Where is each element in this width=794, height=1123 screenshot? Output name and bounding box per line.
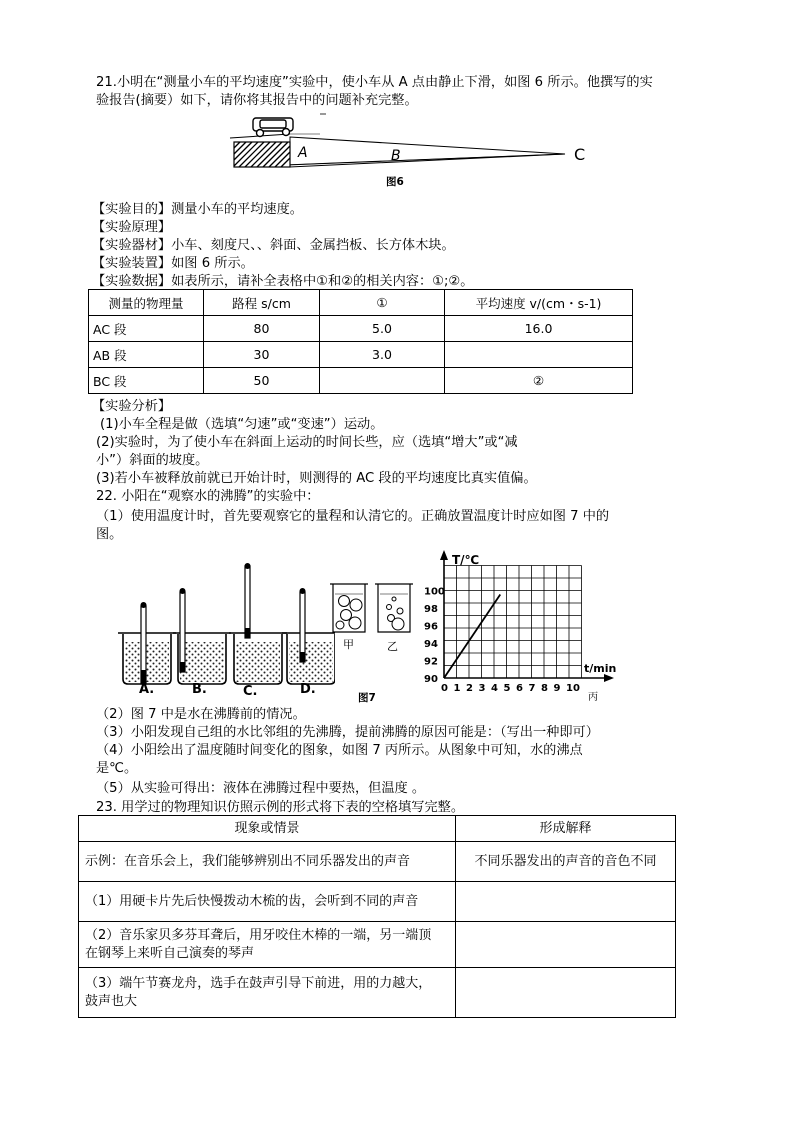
figure6-caption: 图6 — [386, 176, 404, 188]
answer-cell — [456, 968, 676, 1018]
table-cell: AC 段 — [89, 316, 204, 342]
option-d-label: D. — [300, 682, 316, 697]
answer-cell — [456, 922, 676, 968]
phenomenon-table — [78, 815, 676, 1018]
thermometer-beakers-figure — [110, 560, 335, 700]
table-cell — [79, 968, 456, 1018]
y-tick-label: 96 — [424, 621, 438, 633]
table-row — [79, 882, 676, 922]
incline-ramp — [290, 137, 565, 167]
graph-grid — [444, 566, 582, 679]
x-tick-label: 2 — [466, 683, 473, 694]
x-tick-label: 0 — [441, 683, 448, 694]
q21-analysis-3: (3)若小车被释放前就已开始计时，则测得的 AC 段的平均速度比真实值偏。 — [96, 471, 537, 486]
table-cell — [320, 368, 445, 394]
table-row — [79, 842, 676, 882]
q22-p4-line1: （4）小阳绘出了温度随时间变化的图象，如图 7 丙所示。从图象中可知，水的沸点 — [96, 743, 583, 758]
q22-p5: （5）从实验可得出：液体在沸腾过程中要热，但温度 。 — [96, 781, 426, 796]
y-tick-label: 100 — [424, 586, 445, 598]
label-c: C — [574, 145, 586, 164]
x-tick-label: 6 — [516, 683, 523, 694]
table-cell: BC 段 — [89, 368, 204, 394]
q21-intro-line2: 验报告(摘要）如下，请你将其报告中的问题补充完整。 — [96, 93, 418, 108]
beaker-jia — [330, 584, 368, 632]
cart-icon — [253, 118, 293, 137]
answer-cell — [456, 882, 676, 922]
x-tick-label: 5 — [503, 683, 511, 694]
q22-intro: 22. 小阳在“观察水的沸腾”的实验中： — [96, 489, 320, 504]
table-header-row — [79, 816, 676, 842]
table-cell — [79, 922, 456, 968]
q21-principle: 【实验原理】 — [92, 220, 172, 235]
q21-analysis-2a: (2)实验时，为了使小车在斜面上运动的时间长些，应（选填“增大”或“减 — [96, 435, 518, 450]
q21-purpose: 【实验目的】测量小车的平均速度。 — [92, 202, 303, 217]
x-tick-label: 9 — [553, 683, 561, 694]
graph-bing-label: 丙 — [588, 692, 598, 703]
table-cell: 示例：在音乐会上，我们能够辨别出不同乐器发出的声音 — [79, 842, 456, 882]
table-header-cell: 平均速度 v/(cm・s-1) — [445, 290, 633, 316]
q22-p1-line2: 图。 — [96, 527, 123, 542]
table-header-cell: ① — [320, 290, 445, 316]
table-cell: 不同乐器发出的声音的音色不同 — [456, 842, 676, 882]
y-tick-label: 90 — [424, 674, 438, 685]
beaker-a — [118, 602, 176, 684]
speed-data-table — [88, 289, 633, 394]
table-cell: 16.0 — [445, 316, 633, 342]
table-row — [89, 316, 633, 342]
table-header-cell: 形成解释 — [456, 816, 676, 842]
q21-intro-line1: 21.小明在“测量小车的平均速度”实验中，使小车从 A 点由静止下滑，如图 6 所示。他撰写的实 — [96, 75, 653, 90]
option-b-label: B. — [192, 682, 207, 697]
row2-line2: 在钢琴上来听自己演奏的琴声 — [85, 945, 255, 961]
x-tick-label: 8 — [541, 683, 548, 694]
beaker-c — [229, 563, 287, 684]
table-row — [89, 342, 633, 368]
x-tick-label: 10 — [566, 683, 580, 694]
table-cell: 30 — [204, 342, 320, 368]
option-c-label: C. — [243, 684, 258, 699]
y-tick-label: 98 — [424, 604, 438, 615]
q21-setup: 【实验装置】如图 6 所示。 — [92, 256, 254, 271]
label-b: B — [391, 148, 401, 164]
y-axis-label: T/℃ — [452, 553, 480, 567]
table-header-cell: 测量的物理量 — [89, 290, 204, 316]
beaker-b — [173, 588, 231, 684]
row3-line2: 鼓声也大 — [85, 993, 138, 1009]
label-a: A — [298, 145, 308, 161]
q21-data-intro: 【实验数据】如表所示，请补全表格中①和②的相关内容：①;②。 — [92, 274, 474, 289]
q21-analysis-title: 【实验分析】 — [92, 399, 172, 414]
option-a-label: A. — [139, 682, 155, 697]
q23-intro: 23. 用学过的物理知识仿照示例的形式将下表的空格填写完整。 — [96, 800, 465, 815]
x-tick-label: 1 — [453, 683, 461, 694]
incline-figure — [220, 110, 600, 190]
table-header-row — [89, 290, 633, 316]
table-cell: AB 段 — [89, 342, 204, 368]
table-cell: ② — [445, 368, 633, 394]
row3-line1: （3）端午节赛龙舟，选手在鼓声引导下前进，用的力越大， — [85, 975, 432, 991]
x-tick-label: 3 — [478, 683, 486, 694]
beaker-jia-label: 甲 — [343, 638, 354, 651]
table-cell: 3.0 — [320, 342, 445, 368]
q22-p2: （2）图 7 中是水在沸腾前的情况。 — [96, 707, 306, 722]
x-axis-arrow — [604, 674, 614, 682]
q22-p4-line2: 是℃。 — [96, 761, 138, 776]
x-axis-label: t/min — [584, 662, 617, 675]
table-row — [79, 922, 676, 968]
table-row — [79, 968, 676, 1018]
row2-line1: （2）音乐家贝多芬耳聋后，用牙咬住木棒的一端，另一端顶 — [85, 927, 432, 943]
q22-p3: （3）小阳发现自己组的水比邻组的先沸腾，提前沸腾的原因可能是：（写出一种即可） — [96, 725, 599, 740]
q21-analysis-1: (1)小车全程是做（选填“匀速”或“变速”）运动。 — [100, 417, 384, 432]
table-cell — [445, 342, 633, 368]
q21-analysis-2b: 小”）斜面的坡度。 — [96, 453, 209, 468]
table-cell: （1）用硬卡片先后快慢拨动木梳的齿，会听到不同的声音 — [79, 882, 456, 922]
table-cell: 80 — [204, 316, 320, 342]
y-axis-arrow — [440, 550, 448, 560]
temperature-graph — [420, 548, 620, 703]
q21-equipment: 【实验器材】小车、刻度尺、、斜面、金属挡板、长方体木块。 — [92, 238, 455, 253]
x-tick-label: 7 — [528, 683, 536, 694]
table-row — [89, 368, 633, 394]
table-cell: 50 — [204, 368, 320, 394]
table-header-cell: 路程 s/cm — [204, 290, 320, 316]
y-tick-label: 94 — [424, 639, 438, 650]
q22-p1-line1: （1）使用温度计时，首先要观察它的量程和认清它的。正确放置温度计时应如图 7 中的 — [96, 509, 610, 524]
table-cell: 5.0 — [320, 316, 445, 342]
x-tick-label: 4 — [491, 683, 498, 694]
beaker-yi-label: 乙 — [387, 640, 398, 653]
figure7-caption: 图7 — [358, 692, 376, 704]
beaker-yi — [375, 584, 413, 632]
y-tick-label: 92 — [424, 656, 438, 668]
table-header-cell: 现象或情景 — [79, 816, 456, 842]
